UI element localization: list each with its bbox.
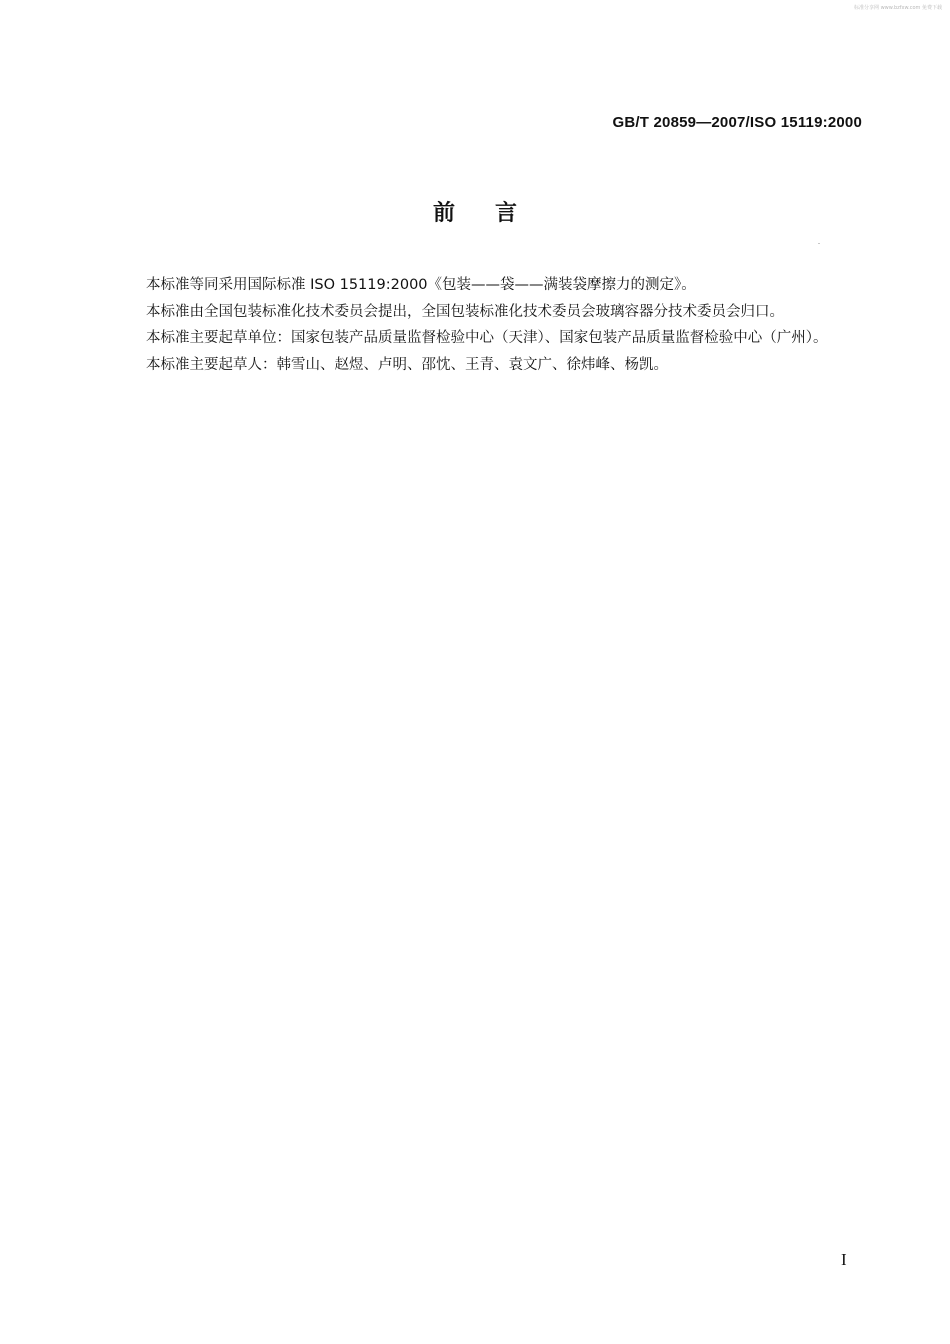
page-title: 前言 [432, 201, 557, 226]
page-number: I [841, 1250, 847, 1269]
foreword-body [116, 272, 862, 378]
paragraph-drafting-units: 本标准主要起草单位：国家包装产品质量监督检验中心（天津）、国家包装产品质量监督检验中心（广州）。 [146, 330, 828, 346]
standard-number: GB/T 20859—2007/ISO 15119:2000 [612, 114, 862, 131]
paragraph-adoption: 本标准等同采用国际标准 ISO 15119:2000《包装——袋——满装袋摩擦力的测定》。 [146, 277, 696, 293]
watermark: 标准分享网 www.bzfxw.com 免费下载 [854, 5, 942, 11]
paragraph-proposer: 本标准由全国包装标准化技术委员会提出，全国包装标准化技术委员会玻璃容器分技术委员会归口。 [146, 303, 784, 320]
scan-speck [818, 243, 820, 244]
paragraph-drafters: 本标准主要起草人：韩雪山、赵煜、卢明、邵忱、王青、袁文广、徐炜峰、杨凯。 [146, 356, 668, 373]
